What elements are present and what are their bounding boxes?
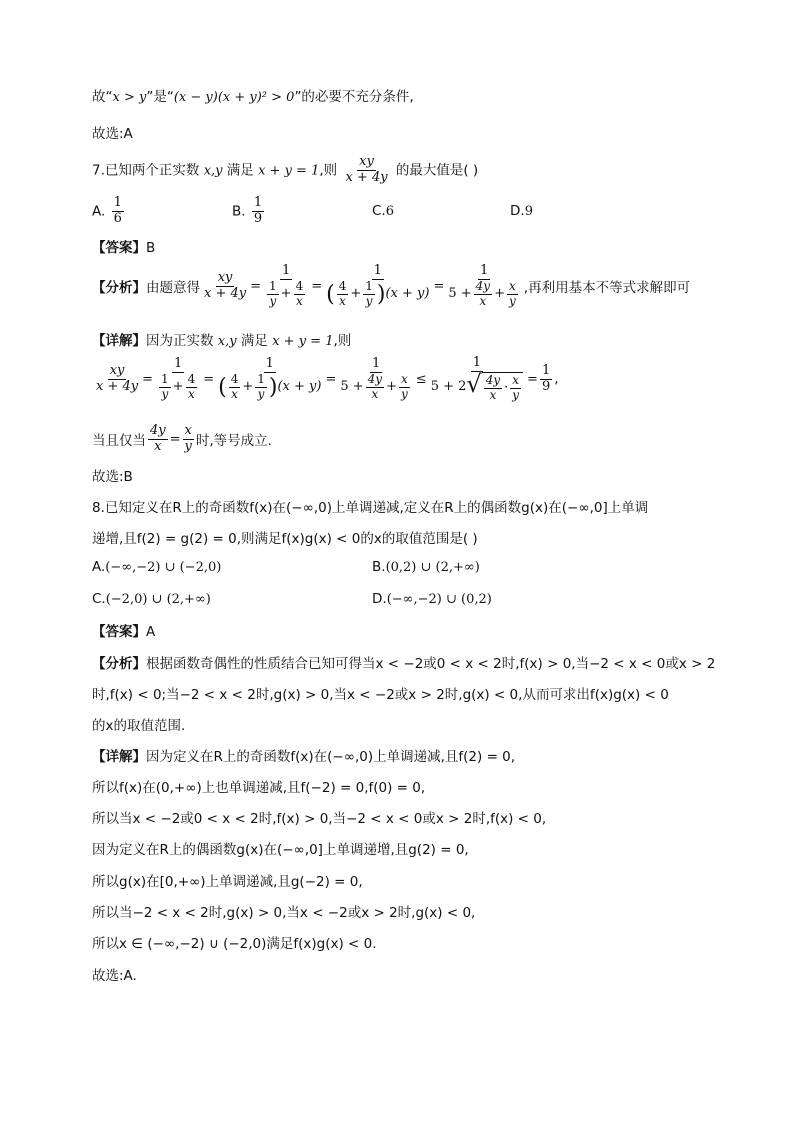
q7-answer <box>92 238 155 258</box>
frac-step-3: 1 ( $\frac{4}{x}$ + $\frac{1}{y}$ ) (x + y) <box>326 263 430 308</box>
q7-stem-text: 满足 <box>226 162 254 179</box>
equality-text: 时,等号成立. <box>195 433 272 450</box>
q7-option-d: D.9 <box>510 203 533 219</box>
q7-option-a: A. $\frac{1}{6}$ <box>92 195 122 226</box>
q8-stem-line2: 递增,且f(2) = g(2) = 0,则满足f(x)g(x) < 0的x的取值范围是( ) <box>92 531 478 547</box>
comma: , <box>554 371 559 388</box>
frac-step-2: 1 $\frac{1}{y}$ + $\frac{4}{x}$ <box>161 356 196 401</box>
q7-equality-condition <box>92 424 272 455</box>
q7-target-fraction: $\frac{xy}{x + 4y}$ <box>345 154 388 185</box>
q8-analysis-line3: 的x的取值范围. <box>92 718 186 734</box>
detail-tag: 【详解】 <box>92 749 146 765</box>
q8-detail-line2: 所以f(x)在(0,+∞)上也单调递减,且f(−2) = 0,f(0) = 0, <box>92 780 426 796</box>
equals-sign: = <box>169 431 181 447</box>
q7-vars: x,y <box>203 163 223 179</box>
le-sign: ≤ <box>415 371 427 387</box>
condition-math: x > y <box>112 90 147 105</box>
analysis-text: ,再利用基本不等式求解即可 <box>523 280 691 297</box>
q7-option-b: B. $\frac{1}{9}$ <box>232 195 263 226</box>
answer-value: A <box>146 624 156 640</box>
q7-constraint: x + y = 1 <box>258 163 320 179</box>
answer-value: B <box>146 240 156 256</box>
q8-choice: 故选:A. <box>92 968 137 984</box>
q8-detail-line7: 所以x ∈ (−∞,−2) ∪ (−2,0)满足f(x)g(x) < 0. <box>92 936 377 952</box>
frac-one-ninth: $\frac{1}{9}$ <box>541 362 551 394</box>
analysis-tag: 【分析】 <box>92 280 146 297</box>
frac-bound: 1 5 + 2 √ $\frac{4y}{x}$ · $\frac{x}{y}$ <box>429 356 525 403</box>
q8-option-b: B.(0,2) ∪ (2,+∞) <box>372 559 480 575</box>
condition-math: (x − y)(x + y)² > 0 <box>173 90 295 105</box>
equality-text: 当且仅当 <box>92 433 146 450</box>
analysis-tag: 【分析】 <box>92 656 146 672</box>
frac-step-2: 1 $\frac{1}{y}$ + $\frac{4}{x}$ <box>269 263 304 308</box>
q8-option-d: D.(−∞,−2) ∪ (0,2) <box>372 591 492 607</box>
intro-conclusion-line <box>92 87 414 108</box>
equals-sign: = <box>325 371 337 387</box>
equals-sign: = <box>311 278 323 294</box>
q8-answer <box>92 622 155 642</box>
frac-step-3: 1 ( $\frac{4}{x}$ + $\frac{1}{y}$ ) (x + y) <box>218 356 322 401</box>
q7-detail-intro <box>92 331 351 352</box>
frac-step-4: 1 5 + $\frac{4y}{x}$ + $\frac{x}{y}$ <box>448 263 516 308</box>
q8-detail-line4: 因为定义在R上的偶函数g(x)在(−∞,0]上单调递增,且g(2) = 0, <box>92 842 469 858</box>
q8-analysis-line1 <box>92 654 715 674</box>
q8-stem-line1: 8.已知定义在R上的奇函数f(x)在(−∞,0)上单调递减,定义在R上的偶函数g(x)在(−∞,0]上单调 <box>92 500 649 516</box>
detail-text: 满足 <box>240 333 268 349</box>
q7-stem-text: 的最大值是( ) <box>395 162 479 179</box>
answer-tag: 【答案】 <box>92 240 146 256</box>
equals-sign: = <box>250 278 262 294</box>
equals-sign: = <box>433 278 445 294</box>
q7-analysis <box>92 264 690 309</box>
q8-option-c: C.(−2,0) ∪ (2,+∞) <box>92 591 211 607</box>
analysis-text: 根据函数奇偶性的性质结合已知可得当x < −2或0 < x < 2时,f(x) > 0,当−2 < x < 0或x > 2 <box>146 656 716 672</box>
q8-detail-line1 <box>92 747 515 767</box>
q7-constraint: x + y = 1 <box>272 334 334 349</box>
q8-detail-line6: 所以当−2 < x < 2时,g(x) > 0,当x < −2或x > 2时,g(x) < 0, <box>92 905 476 921</box>
detail-text: 因为正实数 <box>146 333 214 349</box>
detail-tag: 【详解】 <box>92 333 146 349</box>
intro-choice: 故选:A <box>92 126 133 142</box>
detail-text: ,则 <box>333 333 352 349</box>
equals-sign: = <box>527 371 538 387</box>
analysis-text: 由题意得 <box>146 280 200 297</box>
q8-detail-line5: 所以g(x)在[0,+∞)上单调递减,且g(−2) = 0, <box>92 874 363 890</box>
frac-x-over-y: $\frac{x}{y}$ <box>184 423 192 454</box>
q8-analysis-line2: 时,f(x) < 0;当−2 < x < 2时,g(x) > 0,当x < −2或x > 2时,g(x) < 0,从而可求出f(x)g(x) < 0 <box>92 687 669 703</box>
intro-text: ”是“ <box>146 89 174 105</box>
frac-xy-over-x4y: $\frac{xy}{x + 4y}$ <box>96 362 139 394</box>
q8-option-a: A.(−∞,−2) ∪ (−2,0) <box>92 559 222 575</box>
q7-stem-text: ,则 <box>319 162 338 179</box>
intro-text: ”的必要不充分条件, <box>294 89 414 105</box>
detail-text: 因为定义在R上的奇函数f(x)在(−∞,0)上单调递减,且f(2) = 0, <box>146 749 516 765</box>
answer-tag: 【答案】 <box>92 624 146 640</box>
q7-vars: x,y <box>217 334 237 349</box>
q8-detail-line3: 所以当x < −2或0 < x < 2时,f(x) > 0,当−2 < x < 0或x > 2时,f(x) < 0, <box>92 811 547 827</box>
intro-text: 故“ <box>92 89 113 105</box>
frac-xy-over-x4y: $\frac{xy}{x + 4y}$ <box>204 269 247 301</box>
q7-stem <box>92 155 478 186</box>
q7-detail-chain <box>92 356 559 403</box>
frac-4y-over-x: $\frac{4y}{x}$ <box>150 423 166 454</box>
q7-choice: 故选:B <box>92 469 133 485</box>
frac-step-4: 1 5 + $\frac{4y}{x}$ + $\frac{x}{y}$ <box>340 356 408 401</box>
q7-stem-text: 7.已知两个正实数 <box>92 162 200 179</box>
equals-sign: = <box>142 371 154 387</box>
equals-sign: = <box>203 371 215 387</box>
q7-option-c: C.6 <box>372 203 394 219</box>
